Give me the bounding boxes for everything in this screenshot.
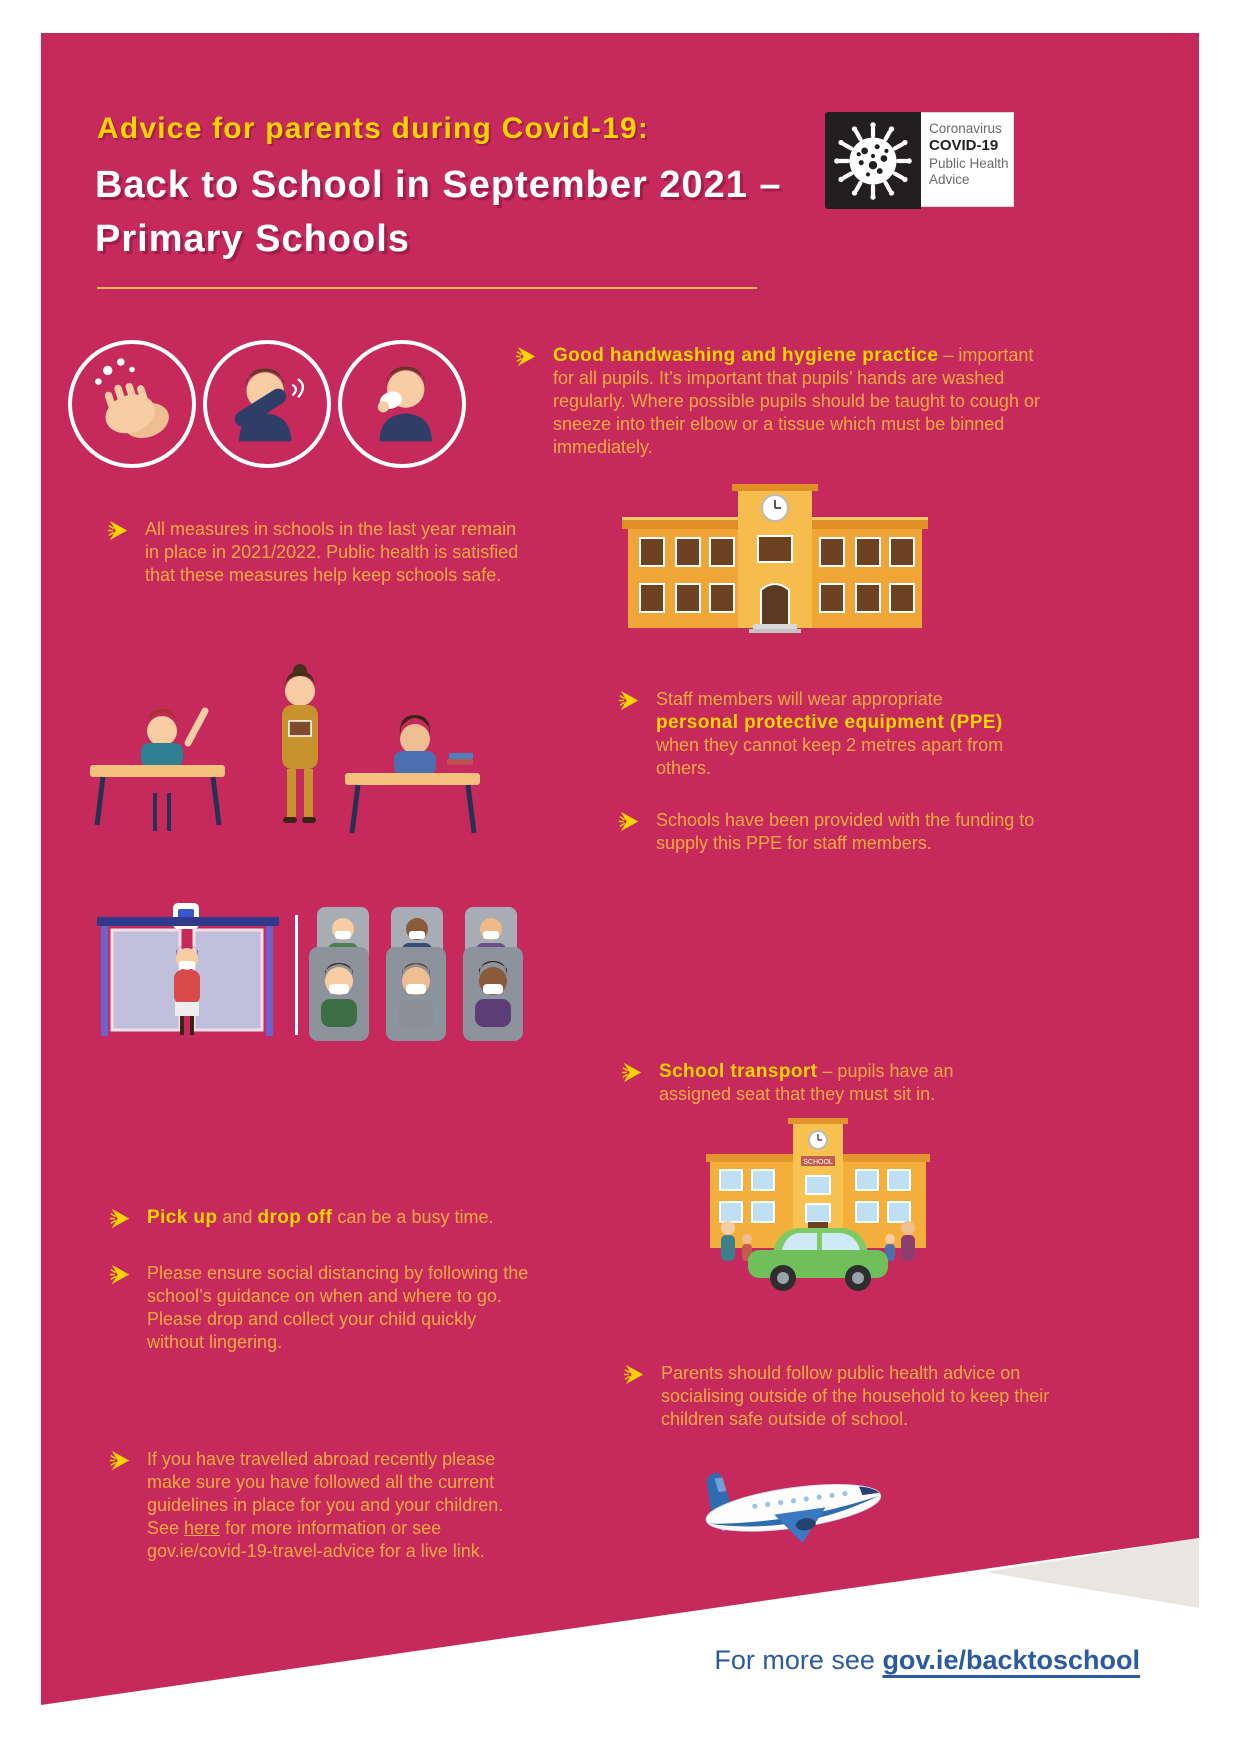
logo-line-coronavirus: Coronavirus [929, 121, 1002, 136]
logo-line-advice: Advice [929, 172, 970, 188]
svg-text:SCHOOL: SCHOOL [803, 1159, 833, 1166]
bullet-ppe-bold: personal protective equipment (PPE) [656, 712, 1003, 733]
sneeze-into-tissue-icon [338, 340, 466, 468]
title-underline [97, 287, 757, 289]
bullet-travel-text [147, 1448, 532, 1563]
bullet-travel-pre: If you have travelled abroad recently please make sure you have followed all the current guidelines in place for you and your children. See [147, 1449, 504, 1538]
covid-advice-logo [825, 112, 1014, 209]
classroom-illustration [75, 643, 490, 845]
logo-line-public-health: Public Health [929, 155, 1009, 171]
bullet-pickup-bold2: drop off [257, 1207, 333, 1228]
footer [590, 1645, 1140, 1676]
footer-backtoschool-link[interactable]: gov.ie/backtoschool [882, 1645, 1140, 1675]
bullet-distancing [108, 1262, 538, 1354]
bullet-transport-text [659, 1060, 989, 1106]
cough-into-elbow-icon [203, 340, 331, 468]
school-building-illustration [620, 478, 930, 638]
chevron-bullet-icon [622, 1362, 647, 1387]
bullet-ppe-post: when they cannot keep 2 metres apart from others. [656, 735, 1004, 778]
logo-text-panel [921, 112, 1014, 207]
bullet-hygiene-rest: – important for all pupils. It’s important that pupils’ hands are washed regularly. Where possible pupils should be taught to cough or sneeze into their elbow or a tissue which must be binned immediately. [553, 345, 1040, 457]
bullet-travel [108, 1448, 538, 1563]
travel-here-link[interactable]: here [184, 1518, 221, 1538]
bullet-funding-text: Schools have been provided with the funding to supply this PPE for staff members. [656, 810, 1035, 853]
bullet-hygiene-text [553, 344, 1059, 459]
bullet-ppe [617, 688, 1017, 780]
chevron-bullet-icon [617, 688, 642, 713]
logo-line-covid19: COVID-19 [929, 137, 999, 155]
bullet-parents [622, 1362, 1072, 1431]
school-pickup-car-illustration [698, 1118, 938, 1311]
bullet-distancing-text: Please ensure social distancing by following the school’s guidance on when and where to go. Please drop and collect your child quickly without lingering. [147, 1263, 529, 1352]
chevron-bullet-icon [617, 809, 642, 834]
page-title-line2: Primary Schools [95, 218, 410, 260]
bullet-travel-post: for more information or see gov.ie/covid-19-travel-advice for a live link. [147, 1518, 485, 1561]
chevron-bullet-icon [108, 1448, 133, 1473]
bullet-transport-rest: – pupils have an assigned seat that they must sit in. [659, 1061, 954, 1104]
bullet-pickup [108, 1206, 578, 1231]
bullet-parents-text: Parents should follow public health advice on socialising outside of the household to keep their children safe outside of school. [661, 1363, 1050, 1429]
bullet-pickup-bold1: Pick up [147, 1207, 218, 1228]
bullet-hygiene [514, 344, 1059, 459]
chevron-bullet-icon [620, 1060, 645, 1085]
bullet-pickup-rest: can be a busy time. [332, 1207, 494, 1227]
chevron-bullet-icon [514, 344, 539, 369]
bullet-hygiene-bold: Good handwashing and hygiene practice [553, 345, 939, 366]
page-title-line1: Back to School in September 2021 – [95, 164, 782, 206]
kicker-heading: Advice for parents during Covid-19: [97, 112, 650, 145]
bus-stop-and-passengers-illustration [95, 903, 540, 1048]
chevron-bullet-icon [108, 1262, 133, 1287]
bullet-transport-bold: School transport [659, 1061, 818, 1082]
bullet-ppe-pre: Staff members will wear appropriate [656, 689, 943, 709]
bullet-pickup-mid: and [217, 1207, 258, 1227]
bullet-measures-text: All measures in schools in the last year remain in place in 2021/2022. Public health is satisfied that these measures help keep schools safe. [145, 519, 519, 585]
bullet-pickup-text [147, 1206, 577, 1229]
bullet-transport [620, 1060, 1000, 1106]
chevron-bullet-icon [108, 1206, 133, 1231]
chevron-bullet-icon [106, 518, 131, 543]
footer-prefix: For more see [714, 1645, 883, 1675]
bullet-ppe-text [656, 688, 1006, 780]
bullet-measures [106, 518, 526, 587]
bullet-funding [617, 809, 1057, 855]
virus-icon [825, 112, 921, 209]
handwashing-icon [68, 340, 196, 468]
airplane-illustration [675, 1438, 910, 1578]
